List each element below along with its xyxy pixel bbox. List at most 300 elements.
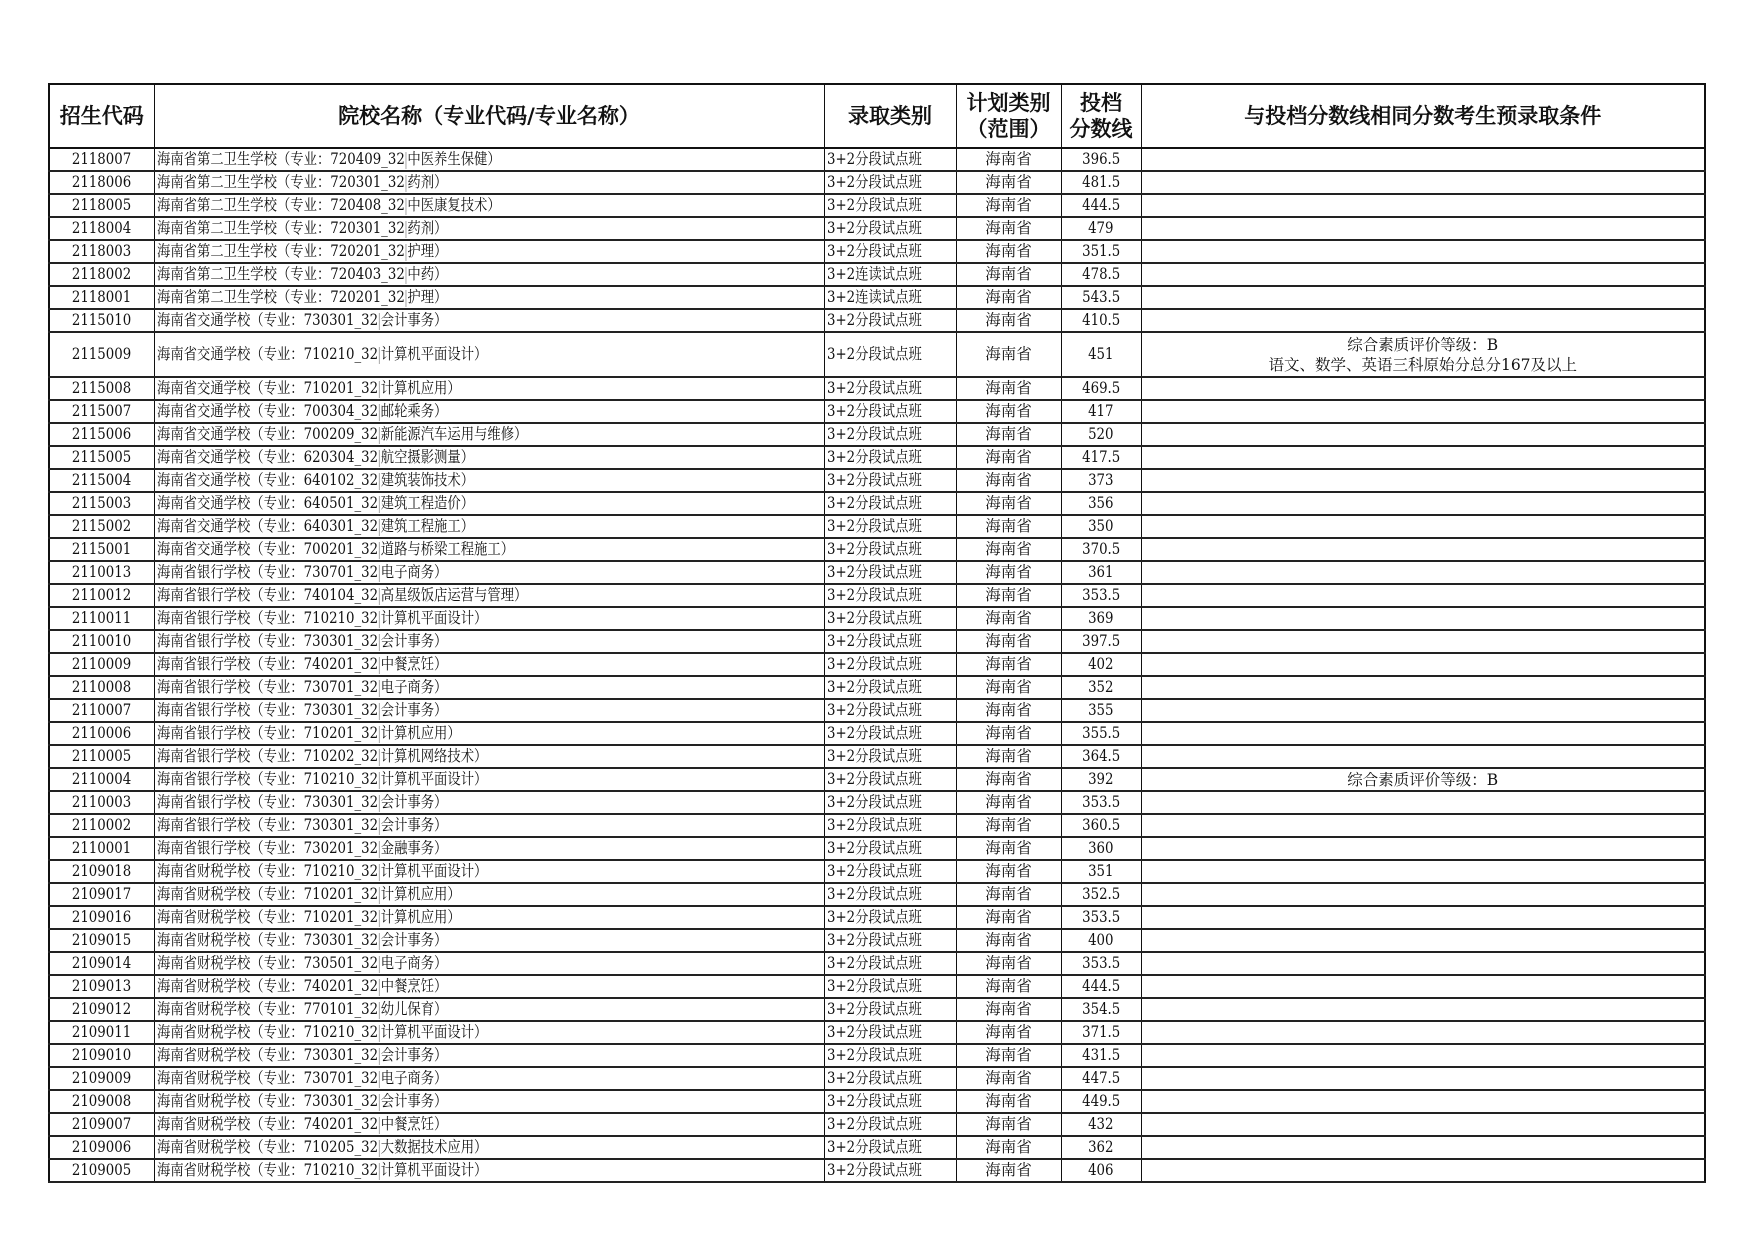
admission-type: 3+2分段试点班 [826,655,922,673]
cutoff-score: 397.5 [1081,632,1121,650]
admission-type: 3+2分段试点班 [826,586,922,604]
table-row [49,1044,1705,1067]
major-name: 会计事务） [380,816,447,834]
table-row [49,263,1705,286]
cutoff-score: 371.5 [1081,1023,1121,1041]
admission-type: 3+2分段试点班 [826,1115,922,1133]
cell-divider [379,1071,380,1088]
admission-type-cell [824,538,956,561]
plan-category-cell [956,263,1061,286]
tie-condition-cell [1141,492,1705,515]
major-name: 建筑工程施工） [380,517,474,535]
admission-type-cell [824,699,956,722]
enrollment-code-cell [49,1136,154,1159]
school-name: 海南省银行学校（专业：730701_32 [156,563,378,581]
enrollment-code-cell [49,584,154,607]
cutoff-score-cell [1061,1113,1141,1136]
admission-type: 3+2分段试点班 [826,345,922,363]
plan-category-cell [956,492,1061,515]
table-row [49,515,1705,538]
plan-category-cell [956,722,1061,745]
cell-divider [379,1048,380,1065]
school-name: 海南省银行学校（专业：730301_32 [156,793,378,811]
school-name: 海南省第二卫生学校（专业：720409_32 [156,150,405,168]
header-score-line2: 分数线 [1069,117,1133,141]
school-major-cell [154,171,824,194]
plan-category: 海南省 [985,609,1032,627]
cell-divider [379,818,380,835]
plan-category: 海南省 [985,1069,1032,1087]
plan-category: 海南省 [985,977,1032,995]
tie-condition-cell [1141,217,1705,240]
admission-type: 3+2分段试点班 [826,1092,922,1110]
enrollment-code-cell [49,653,154,676]
table-row [49,952,1705,975]
cutoff-score-cell [1061,653,1141,676]
enrollment-code-cell [49,332,154,377]
admission-type-cell [824,883,956,906]
school-name: 海南省财税学校（专业：730701_32 [156,1069,378,1087]
cutoff-score: 353.5 [1081,586,1121,604]
cutoff-score: 350 [1088,517,1114,535]
cell-divider [379,933,380,950]
enrollment-code: 2115006 [72,425,132,443]
table-row [49,400,1705,423]
plan-category: 海南省 [985,540,1032,558]
cell-divider [379,795,380,812]
table-row [49,653,1705,676]
enrollment-code: 2109011 [72,1023,132,1041]
cutoff-score-cell [1061,1136,1141,1159]
school-major-cell [154,1021,824,1044]
school-name: 海南省银行学校（专业：730201_32 [156,839,378,857]
table-row [49,332,1705,377]
table-row [49,446,1705,469]
school-name: 海南省财税学校（专业：730301_32 [156,931,378,949]
cutoff-score-cell [1061,469,1141,492]
school-name: 海南省银行学校（专业：730301_32 [156,816,378,834]
tie-condition-line1: 综合素质评价等级：B [1347,770,1499,789]
major-name: 电子商务） [380,1069,447,1087]
enrollment-code: 2110008 [72,678,132,696]
table-row [49,1021,1705,1044]
admission-type-cell [824,423,956,446]
plan-category-cell [956,883,1061,906]
cutoff-score: 417.5 [1081,448,1121,466]
school-name: 海南省银行学校（专业：730701_32 [156,678,378,696]
major-name: 护理） [406,288,447,306]
enrollment-code-cell [49,492,154,515]
enrollment-code: 2109005 [72,1161,132,1179]
school-name: 海南省交通学校（专业：700304_32 [156,402,378,420]
table-row [49,148,1705,171]
tie-condition-cell [1141,791,1705,814]
school-major-cell [154,952,824,975]
school-major-cell [154,607,824,630]
enrollment-code-cell [49,860,154,883]
tie-condition-cell [1141,515,1705,538]
table-row [49,860,1705,883]
tie-condition-cell [1141,906,1705,929]
major-name: 计算机网络技术） [380,747,487,765]
major-name: 计算机平面设计） [380,1023,487,1041]
plan-category-cell [956,699,1061,722]
admission-type: 3+2分段试点班 [826,1161,922,1179]
enrollment-code: 2109017 [72,885,132,903]
enrollment-code: 2109014 [72,954,132,972]
school-name: 海南省财税学校（专业：730501_32 [156,954,378,972]
cutoff-score: 352.5 [1081,885,1121,903]
cell-divider [379,427,380,444]
tie-condition-cell [1141,400,1705,423]
enrollment-code: 2115005 [72,448,132,466]
major-name: 金融事务） [380,839,447,857]
plan-category-cell [956,194,1061,217]
header-plan-line2: （范围） [966,117,1051,141]
school-name: 海南省第二卫生学校（专业：720301_32 [156,173,405,191]
admission-type-cell [824,998,956,1021]
major-name: 中药） [406,265,447,283]
plan-category-cell [956,446,1061,469]
admission-type-cell [824,929,956,952]
table-row [49,768,1705,791]
school-major-cell [154,286,824,309]
admission-type-cell [824,1067,956,1090]
admission-type: 3+2分段试点班 [826,425,922,443]
cutoff-score: 353.5 [1081,908,1121,926]
cutoff-score-cell [1061,217,1141,240]
major-name: 中餐烹饪） [380,977,447,995]
cutoff-score-cell [1061,377,1141,400]
plan-category: 海南省 [985,173,1032,191]
school-name: 海南省交通学校（专业：700209_32 [156,425,378,443]
table-row [49,837,1705,860]
plan-category-cell [956,1067,1061,1090]
admission-type-cell [824,906,956,929]
enrollment-code: 2110007 [72,701,132,719]
admission-type-cell [824,791,956,814]
cell-divider [379,1002,380,1019]
cell-divider [379,864,380,881]
admission-type-cell [824,171,956,194]
cutoff-score: 352 [1088,678,1114,696]
cutoff-score-cell [1061,676,1141,699]
enrollment-code: 2118004 [72,219,132,237]
admission-type-cell [824,1044,956,1067]
admission-type-cell [824,446,956,469]
major-name: 计算机平面设计） [380,770,487,788]
plan-category-cell [956,1113,1061,1136]
school-major-cell [154,975,824,998]
plan-category-cell [956,469,1061,492]
plan-category-cell [956,607,1061,630]
cell-divider [379,473,380,490]
admission-type-cell [824,263,956,286]
cutoff-score-cell [1061,263,1141,286]
enrollment-code: 2110001 [72,839,132,857]
school-major-cell [154,148,824,171]
major-name: 电子商务） [380,954,447,972]
plan-category: 海南省 [985,931,1032,949]
school-major-cell [154,194,824,217]
cell-divider [379,611,380,628]
plan-category-cell [956,561,1061,584]
plan-category-cell [956,423,1061,446]
cutoff-score: 353.5 [1081,793,1121,811]
tie-condition-cell [1141,998,1705,1021]
school-major-cell [154,699,824,722]
school-name: 海南省财税学校（专业：770101_32 [156,1000,378,1018]
major-name: 计算机平面设计） [380,345,487,363]
plan-category-cell [956,860,1061,883]
cutoff-score-cell [1061,768,1141,791]
cutoff-score: 392 [1088,770,1114,788]
plan-category: 海南省 [985,1161,1032,1179]
cell-divider [379,956,380,973]
admission-type: 3+2分段试点班 [826,724,922,742]
cutoff-score: 355 [1088,701,1114,719]
admission-score-table [48,83,1706,1183]
cell-divider [379,680,380,697]
enrollment-code-cell [49,538,154,561]
enrollment-code: 2118007 [72,150,132,168]
cell-divider [379,657,380,674]
admission-type: 3+2分段试点班 [826,563,922,581]
tie-condition-cell [1141,286,1705,309]
cell-divider [379,749,380,766]
admission-type: 3+2分段试点班 [826,862,922,880]
enrollment-code-cell [49,699,154,722]
enrollment-code-cell [49,676,154,699]
major-name: 电子商务） [380,678,447,696]
school-name: 海南省交通学校（专业：730301_32 [156,311,378,329]
plan-category: 海南省 [985,517,1032,535]
cutoff-score-cell [1061,1090,1141,1113]
enrollment-code: 2109006 [72,1138,132,1156]
header-enrollment-code: 招生代码 [49,84,154,148]
tie-condition-cell [1141,630,1705,653]
table-row [49,676,1705,699]
admission-type: 3+2分段试点班 [826,678,922,696]
enrollment-code-cell [49,263,154,286]
major-name: 会计事务） [380,931,447,949]
plan-category-cell [956,1159,1061,1182]
tie-condition-cell [1141,699,1705,722]
admission-type-cell [824,377,956,400]
school-name: 海南省交通学校（专业：710201_32 [156,379,378,397]
tie-condition-line1: 综合素质评价等级：B [1347,335,1499,354]
cell-divider [379,588,380,605]
school-name: 海南省第二卫生学校（专业：720201_32 [156,288,405,306]
school-name: 海南省财税学校（专业：730301_32 [156,1046,378,1064]
major-name: 药剂） [406,173,447,191]
tie-condition-cell [1141,814,1705,837]
enrollment-code-cell [49,607,154,630]
plan-category-cell [956,814,1061,837]
admission-type: 3+2分段试点班 [826,1069,922,1087]
plan-category-cell [956,538,1061,561]
tie-condition-cell [1141,171,1705,194]
enrollment-code: 2110012 [72,586,132,604]
header-school-name: 院校名称（专业代码/专业名称） [154,84,824,148]
enrollment-code-cell [49,561,154,584]
table-row [49,469,1705,492]
cutoff-score-cell [1061,975,1141,998]
tie-condition-cell [1141,469,1705,492]
major-name: 会计事务） [380,311,447,329]
school-name: 海南省银行学校（专业：710201_32 [156,724,378,742]
admission-type: 3+2分段试点班 [826,908,922,926]
cell-divider [379,313,380,330]
major-name: 会计事务） [380,632,447,650]
plan-category-cell [956,148,1061,171]
admission-type: 3+2分段试点班 [826,954,922,972]
table-row [49,814,1705,837]
major-name: 邮轮乘务） [380,402,447,420]
school-major-cell [154,998,824,1021]
major-name: 会计事务） [380,701,447,719]
school-major-cell [154,492,824,515]
admission-type: 3+2分段试点班 [826,402,922,420]
plan-category: 海南省 [985,379,1032,397]
admission-type: 3+2连读试点班 [826,288,922,306]
cutoff-score: 354.5 [1081,1000,1121,1018]
cell-divider [379,519,380,536]
school-major-cell [154,929,824,952]
admission-type: 3+2分段试点班 [826,609,922,627]
table-row [49,630,1705,653]
cutoff-score: 432 [1088,1115,1114,1133]
school-name: 海南省银行学校（专业：740201_32 [156,655,378,673]
school-name: 海南省财税学校（专业：710201_32 [156,885,378,903]
tie-condition-cell [1141,952,1705,975]
admission-type: 3+2分段试点班 [826,471,922,489]
plan-category: 海南省 [985,954,1032,972]
cell-divider [405,221,406,238]
cell-divider [405,152,406,169]
tie-condition-cell [1141,423,1705,446]
plan-category-cell [956,676,1061,699]
school-name: 海南省银行学校（专业：740104_32 [156,586,378,604]
admission-type: 3+2分段试点班 [826,311,922,329]
school-name: 海南省银行学校（专业：730301_32 [156,632,378,650]
table-row [49,745,1705,768]
cutoff-score-cell [1061,171,1141,194]
school-name: 海南省银行学校（专业：710202_32 [156,747,378,765]
major-name: 计算机应用） [380,908,461,926]
cutoff-score-cell [1061,1021,1141,1044]
cutoff-score: 370.5 [1081,540,1121,558]
cutoff-score: 444.5 [1081,977,1121,995]
enrollment-code: 2109016 [72,908,132,926]
major-name: 会计事务） [380,793,447,811]
cutoff-score-cell [1061,561,1141,584]
plan-category: 海南省 [985,494,1032,512]
table-row [49,722,1705,745]
table-row [49,584,1705,607]
table-row [49,1090,1705,1113]
admission-type-cell [824,745,956,768]
plan-category-cell [956,240,1061,263]
cell-divider [379,496,380,513]
table-row [49,538,1705,561]
plan-category: 海南省 [985,425,1032,443]
tie-condition-cell [1141,1090,1705,1113]
admission-type: 3+2分段试点班 [826,173,922,191]
school-major-cell [154,860,824,883]
admission-type-cell [824,194,956,217]
plan-category-cell [956,377,1061,400]
plan-category: 海南省 [985,839,1032,857]
admission-type-cell [824,1136,956,1159]
enrollment-code: 2109009 [72,1069,132,1087]
cutoff-score: 351 [1088,862,1114,880]
cutoff-score: 481.5 [1081,173,1121,191]
cutoff-score-cell [1061,860,1141,883]
cell-divider [379,542,380,559]
school-major-cell [154,309,824,332]
enrollment-code: 2118002 [72,265,132,283]
cell-divider [379,565,380,582]
table-row [49,423,1705,446]
cutoff-score-cell [1061,1044,1141,1067]
admission-type: 3+2分段试点班 [826,150,922,168]
school-major-cell [154,791,824,814]
tie-condition-cell [1141,929,1705,952]
tie-condition-cell [1141,1021,1705,1044]
cell-divider [379,887,380,904]
cutoff-score-cell [1061,883,1141,906]
tie-condition-cell [1141,676,1705,699]
enrollment-code: 2109010 [72,1046,132,1064]
plan-category-cell [956,906,1061,929]
admission-type-cell [824,676,956,699]
admission-type-cell [824,837,956,860]
school-major-cell [154,423,824,446]
cutoff-score: 351.5 [1081,242,1121,260]
school-name: 海南省第二卫生学校（专业：720201_32 [156,242,405,260]
admission-type: 3+2分段试点班 [826,747,922,765]
school-major-cell [154,469,824,492]
enrollment-code-cell [49,148,154,171]
table-row [49,309,1705,332]
cell-divider [379,841,380,858]
cutoff-score-cell [1061,837,1141,860]
cutoff-score-cell [1061,814,1141,837]
table-row [49,929,1705,952]
table-row [49,998,1705,1021]
cutoff-score: 353.5 [1081,954,1121,972]
enrollment-code: 2110002 [72,816,132,834]
school-major-cell [154,1159,824,1182]
major-name: 计算机平面设计） [380,609,487,627]
school-major-cell [154,1090,824,1113]
plan-category-cell [956,952,1061,975]
enrollment-code-cell [49,998,154,1021]
admission-type-cell [824,286,956,309]
major-name: 药剂） [406,219,447,237]
cutoff-score-cell [1061,423,1141,446]
cutoff-score: 520 [1088,425,1114,443]
plan-category-cell [956,768,1061,791]
cutoff-score: 369 [1088,609,1114,627]
tie-condition-cell [1141,745,1705,768]
school-major-cell [154,377,824,400]
enrollment-code: 2109013 [72,977,132,995]
plan-category-cell [956,1090,1061,1113]
cutoff-score: 356 [1088,494,1114,512]
cutoff-score-cell [1061,538,1141,561]
